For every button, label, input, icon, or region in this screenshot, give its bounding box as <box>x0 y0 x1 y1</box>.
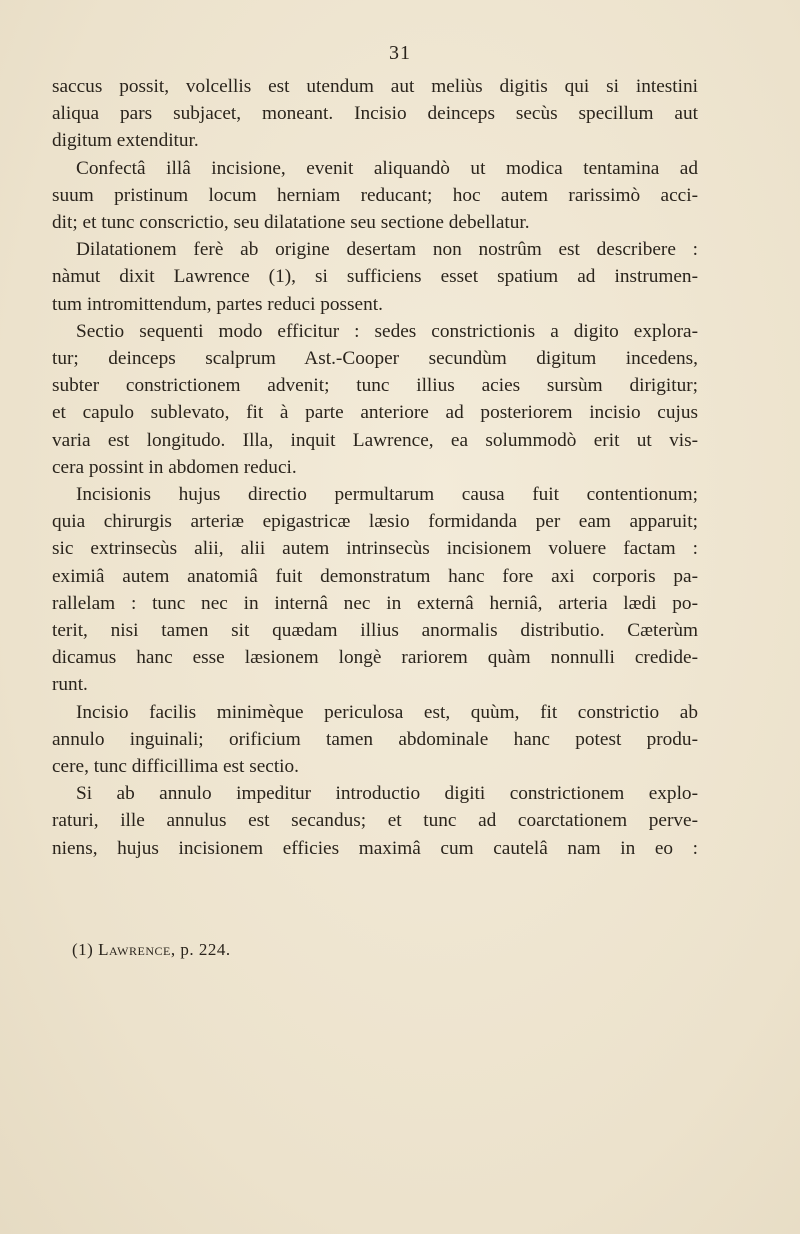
text-line: aliqua pars subjacet, moneant. Incisio deinceps secùs specillum aut <box>52 103 698 125</box>
text-line: terit, nisi tamen sit quædam illius anormalis distributio. Cæterùm <box>52 620 698 642</box>
text-line: cere, tunc difficillima est sectio. <box>52 756 299 778</box>
text-line: dit; et tunc conscrictio, seu dilatatione seu sectione debellatur. <box>52 212 530 234</box>
text-line: annulo inguinali; orificium tamen abdominale hanc potest produ- <box>52 728 698 750</box>
text-line: eximiâ autem anatomiâ fuit demonstratum hanc fore axi corporis pa- <box>52 565 698 587</box>
paragraph <box>52 155 698 237</box>
paragraph <box>52 318 698 481</box>
text-line: saccus possit, volcellis est utendum aut meliùs digitis qui si intestini <box>52 76 698 97</box>
text-line: runt. <box>52 674 88 696</box>
text-line: suum pristinum locum herniam reducant; hoc autem rarissimò acci- <box>52 184 698 206</box>
text-line: cera possint in abdomen reduci. <box>52 456 297 478</box>
text-line: Incisionis hujus directio permultarum causa fuit contentionum; <box>76 484 698 506</box>
text-line: digitum extenditur. <box>52 130 199 152</box>
paragraph <box>52 481 698 699</box>
footnote-reference: , p. 224. <box>170 940 231 959</box>
text-line: sic extrinsecùs alii, alii autem intrinsecùs incisionem voluere factam : <box>52 538 698 560</box>
text-line: tur; deinceps scalprum Ast.-Cooper secundùm digitum incedens, <box>52 348 698 370</box>
text-line: raturi, ille annulus est secandus; et tunc ad coarctationem perve- <box>52 810 698 832</box>
paragraph <box>52 236 698 318</box>
text-line: Sectio sequenti modo efficitur : sedes constrictionis a digito explora- <box>76 320 698 342</box>
text-line: dicamus hanc esse læsionem longè rariorem quàm nonnulli credide- <box>52 647 698 669</box>
footnote-author: Lawrence <box>98 940 171 959</box>
footnote <box>72 940 231 960</box>
text-line: Incisio facilis minimèque periculosa est, quùm, fit constrictio ab <box>76 701 698 723</box>
text-line: nàmut dixit Lawrence (1), si sufficiens esset spatium ad instrumen- <box>52 266 698 288</box>
paragraph <box>52 73 698 155</box>
paragraph <box>52 780 698 862</box>
text-line: niens, hujus incisionem efficies maximâ cum cautelâ nam in eo : <box>52 837 698 859</box>
body-text <box>52 73 698 862</box>
text-line: et capulo sublevato, fit à parte anteriore ad posteriorem incisio cujus <box>52 402 698 424</box>
text-line: subter constrictionem advenit; tunc illius acies sursùm dirigitur; <box>52 375 698 397</box>
page-number: 31 <box>389 42 411 64</box>
text-line: quia chirurgis arteriæ epigastricæ læsio formidanda per eam apparuit; <box>52 511 698 533</box>
footnote-marker: (1) <box>72 940 94 959</box>
paragraph <box>52 699 698 781</box>
text-line: rallelam : tunc nec in internâ nec in externâ herniâ, arteria lædi po- <box>52 592 698 614</box>
text-line: varia est longitudo. Illa, inquit Lawrence, ea solummodò erit ut vis- <box>52 429 698 451</box>
text-line: Dilatationem ferè ab origine desertam non nostrûm est describere : <box>76 239 698 261</box>
text-line: Si ab annulo impeditur introductio digiti constrictionem explo- <box>76 783 698 805</box>
text-line: tum intromittendum, partes reduci possent. <box>52 293 383 315</box>
text-line: Confectâ illâ incisione, evenit aliquandò ut modica tentamina ad <box>76 157 698 179</box>
